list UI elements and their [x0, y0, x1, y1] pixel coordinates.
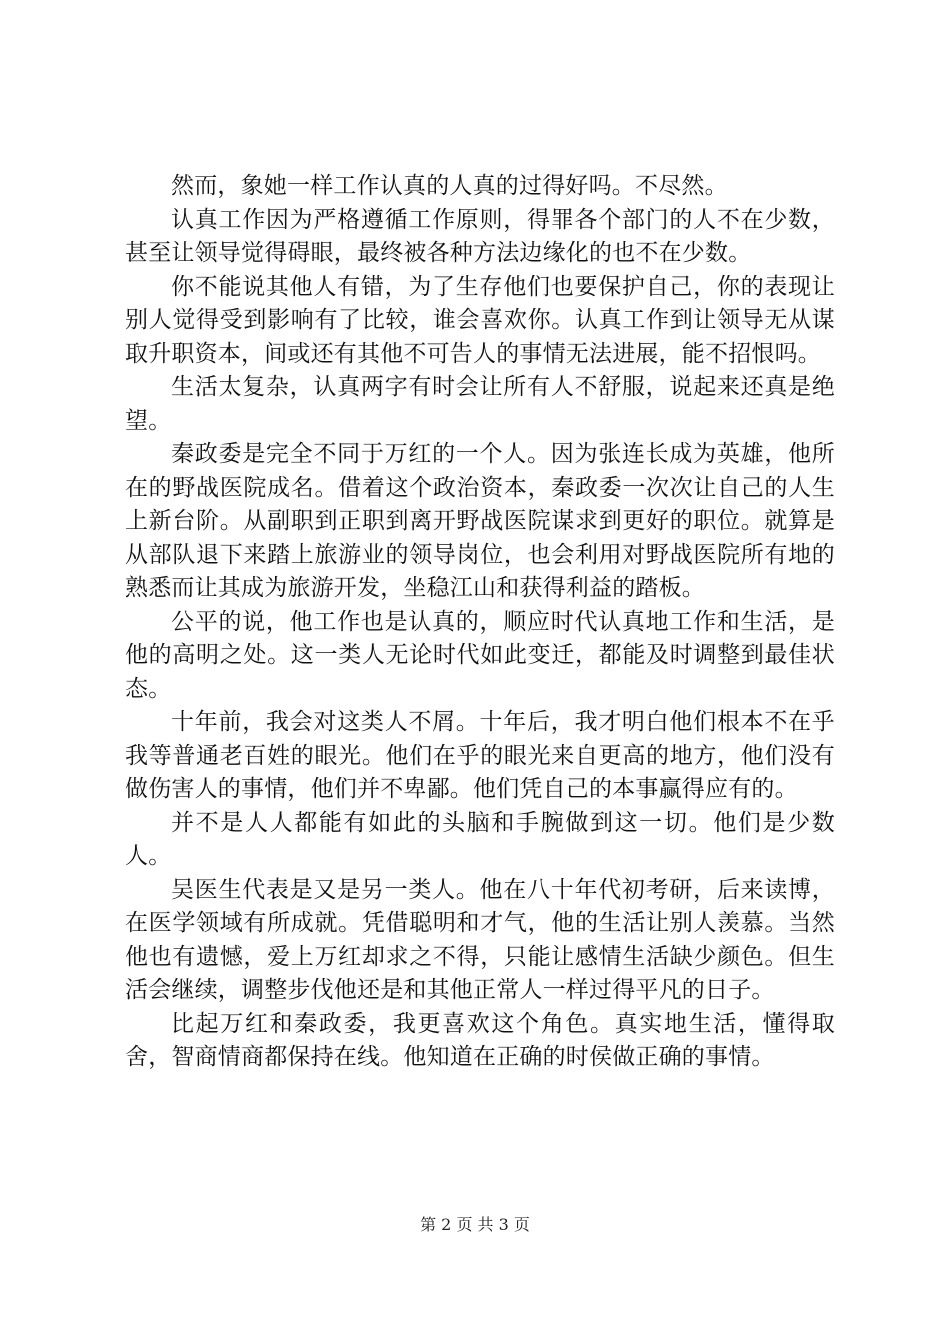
paragraph: 公平的说，他工作也是认真的，顺应时代认真地工作和生活，是他的高明之处。这一类人无论时代如此变迁，都能及时调整到最佳状态。: [125, 608, 835, 702]
paragraph: 你不能说其他人有错，为了生存他们也要保护自己，你的表现让别人觉得受到影响有了比较，谁会喜欢你。认真工作到让领导无从谋取升职资本，间或还有其他不可告人的事情无法进展，能不招恨吗。: [125, 273, 835, 367]
page-number-label: 第 2 页 共 3 页: [420, 1215, 530, 1234]
paragraph: 秦政委是完全不同于万红的一个人。因为张连长成为英雄，他所在的野战医院成名。借着这个政治资本，秦政委一次次让自己的人生上新台阶。从副职到正职到离开野战医院谋求到更好的职位。就算是从部队退下来踏上旅游业的领导岗位，也会利用对野战医院所有地的熟悉而让其成为旅游开发，坐稳江山和获得利益的踏板。: [125, 441, 835, 601]
paragraph: 生活太复杂，认真两字有时会让所有人不舒服，说起来还真是绝望。: [125, 374, 835, 434]
paragraph: 认真工作因为严格遵循工作原则，得罪各个部门的人不在少数，甚至让领导觉得碍眼，最终被各种方法边缘化的也不在少数。: [125, 206, 835, 266]
paragraph: 十年前，我会对这类人不屑。十年后，我才明白他们根本不在乎我等普通老百姓的眼光。他们在乎的眼光来自更高的地方，他们没有做伤害人的事情，他们并不卑鄙。他们凭自己的本事赢得应有的。: [125, 709, 835, 802]
paragraph: 吴医生代表是又是另一类人。他在八十年代初考研，后来读博，在医学领域有所成就。凭借聪明和才气，他的生活让别人羡慕。当然他也有遗憾，爱上万红却求之不得，只能让感情生活缺少颜色。但生活会继续，调整步伐他还是和其他正常人一样过得平凡的日子。: [125, 876, 835, 1003]
paragraph: 然而，象她一样工作认真的人真的过得好吗。不尽然。: [171, 173, 728, 199]
paragraph: 并不是人人都能有如此的头脑和手腕做到这一切。他们是少数人。: [125, 809, 835, 869]
document-body: [125, 170, 835, 1075]
paragraph: 比起万红和秦政委，我更喜欢这个角色。真实地生活，懂得取舍，智商情商都保持在线。他知道在正确的时侯做正确的事情。: [125, 1010, 835, 1070]
page-footer: [0, 1215, 950, 1235]
